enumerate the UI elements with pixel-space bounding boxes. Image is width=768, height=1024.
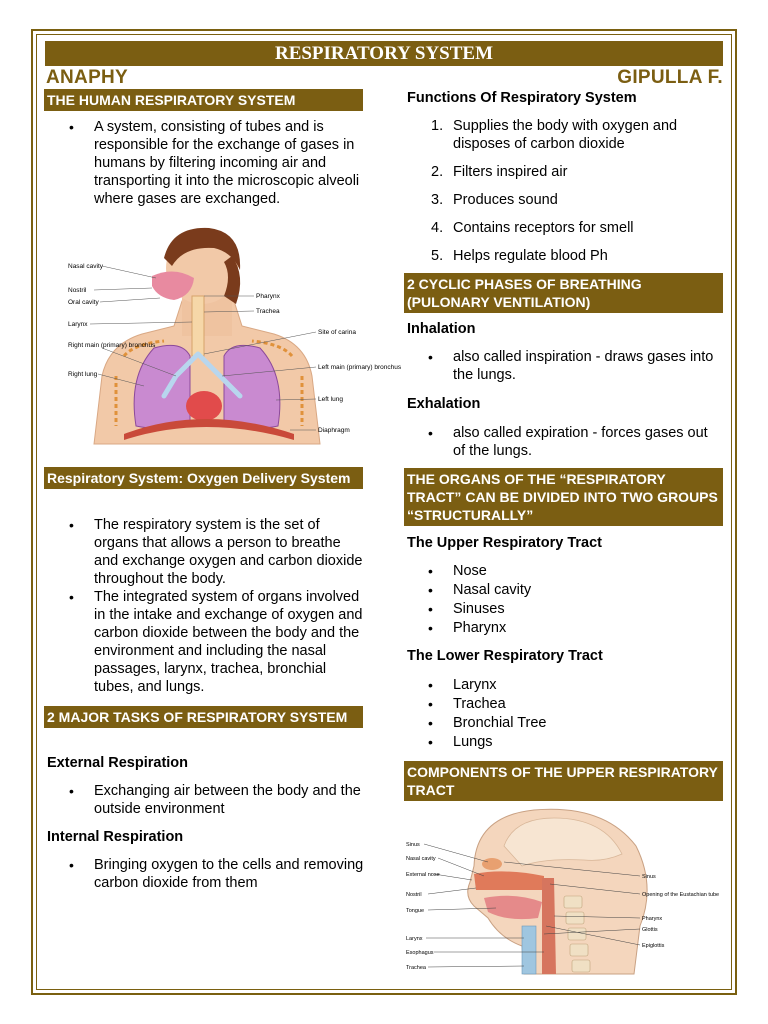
- section-heading-oxygen-delivery: Respiratory System: Oxygen Delivery System: [44, 467, 363, 489]
- exhalation-list: [407, 424, 723, 460]
- lower-tract-item: • Larynx: [407, 676, 723, 695]
- oxygen-delivery-bullet: • The integrated system of organs involved in the intake and exchange of oxygen and carbon dioxide between the body and the environment and including the nasal passages, larynx, trachea, bronchial tubes, and lungs.: [48, 588, 366, 696]
- author-right: GIPULLA F.: [617, 67, 723, 88]
- function-item: 1. Supplies the body with oxygen and disposes of carbon dioxide: [431, 118, 678, 152]
- label-external-nose: External nose: [406, 872, 440, 878]
- external-respiration-title: External Respiration: [47, 755, 189, 771]
- label-oral-cavity: Oral cavity: [68, 299, 99, 306]
- page-title: RESPIRATORY SYSTEM: [45, 41, 723, 66]
- label-glottis: Glottis: [642, 927, 658, 933]
- internal-respiration-list: [48, 856, 366, 892]
- functions-list: [407, 117, 723, 275]
- label-nostril: Nostril: [68, 287, 87, 294]
- function-item: 3. Produces sound: [431, 192, 558, 208]
- lower-tract-list: [407, 676, 723, 752]
- label-pharynx: Pharynx: [256, 293, 280, 300]
- lower-tract-title: The Lower Respiratory Tract: [407, 648, 603, 664]
- label-nasal-cavity: Nasal cavity: [68, 263, 104, 270]
- upper-tract-title: The Upper Respiratory Tract: [407, 535, 602, 551]
- upper-tract-item: • Pharynx: [407, 619, 723, 638]
- upper-tract-list: [407, 562, 723, 638]
- upper-tract-item: • Nasal cavity: [407, 581, 723, 600]
- label-epiglottis: Epiglottis: [642, 943, 665, 949]
- exhalation-bullet: • also called expiration - forces gases out of the lungs.: [407, 424, 723, 460]
- lower-tract-item: • Trachea: [407, 695, 723, 714]
- label-diaphragm: Diaphragm: [318, 427, 350, 434]
- label-larynx: Larynx: [406, 936, 423, 942]
- label-nasal-cavity: Nasal cavity: [406, 856, 436, 862]
- label-eustachian-opening: Opening of the Eustachian tube: [642, 892, 720, 898]
- intro-bullet-list: [48, 118, 360, 208]
- oxygen-delivery-bullets: [48, 516, 366, 696]
- section-heading-major-tasks: 2 MAJOR TASKS OF RESPIRATORY SYSTEM: [44, 706, 363, 728]
- exhalation-title: Exhalation: [407, 396, 481, 412]
- inhalation-list: [407, 348, 723, 384]
- upper-tract-item: • Nose: [407, 562, 723, 581]
- label-right-main-bronchus: Right main (primary) bronchus: [68, 342, 156, 349]
- section-heading-upper-components: COMPONENTS OF THE UPPER RESPIRATORY TRACT: [404, 761, 723, 801]
- external-respiration-list: [48, 782, 366, 818]
- author-left: ANAPHY: [46, 67, 129, 88]
- intro-bullet: • A system, consisting of tubes and is responsible for the exchange of gases in humans by filtering incoming air and transporting it into the microscopic alveoli where gases are exchanged.: [48, 118, 360, 208]
- label-left-main-bronchus: Left main (primary) bronchus: [318, 364, 402, 371]
- inhalation-title: Inhalation: [407, 321, 476, 337]
- upper-tract-item: • Sinuses: [407, 600, 723, 619]
- inhalation-bullet: • also called inspiration - draws gases into the lungs.: [407, 348, 723, 384]
- label-right-lung: Right lung: [68, 371, 98, 378]
- lower-tract-item: • Bronchial Tree: [407, 714, 723, 733]
- label-trachea: Trachea: [256, 308, 280, 315]
- section-heading-cyclic-phases: 2 CYCLIC PHASES OF BREATHING (PULONARY VENTILATION): [404, 273, 723, 313]
- label-pharynx: Pharynx: [642, 916, 663, 922]
- label-larynx: Larynx: [68, 321, 88, 328]
- label-tongue: Tongue: [406, 908, 425, 914]
- function-item: 4. Contains receptors for smell: [431, 220, 634, 236]
- external-respiration-bullet: • Exchanging air between the body and the outside environment: [48, 782, 366, 818]
- internal-respiration-bullet: • Bringing oxygen to the cells and removing carbon dioxide from them: [48, 856, 366, 892]
- upper-respiratory-tract-diagram: [404, 806, 720, 974]
- oxygen-delivery-bullet: • The respiratory system is the set of organs that allows a person to breathe and exchange oxygen and carbon dioxide throughout the body.: [48, 516, 366, 588]
- label-esophagus: Esophagus: [406, 950, 434, 956]
- label-trachea: Trachea: [406, 965, 426, 971]
- internal-respiration-title: Internal Respiration: [47, 829, 184, 845]
- label-nostril: Nostril: [406, 892, 422, 898]
- label-left-lung: Left lung: [318, 396, 343, 403]
- respiratory-system-diagram: [64, 226, 402, 444]
- section-heading-organs-groups: THE ORGANS OF THE “RESPIRATORY TRACT” CAN BE DIVIDED INTO TWO GROUPS “STRUCTURALLY”: [404, 468, 723, 526]
- function-item: 2. Filters inspired air: [431, 164, 568, 180]
- functions-title: Functions Of Respiratory System: [407, 90, 637, 106]
- function-item: 5. Helps regulate blood Ph: [431, 248, 608, 264]
- label-sinus-left: Sinus: [406, 842, 420, 848]
- label-site-of-carina: Site of carina: [318, 329, 356, 336]
- section-heading-human-respiratory: THE HUMAN RESPIRATORY SYSTEM: [44, 89, 363, 111]
- lower-tract-item: • Lungs: [407, 733, 723, 752]
- label-sinus-right: Sinus: [642, 874, 656, 880]
